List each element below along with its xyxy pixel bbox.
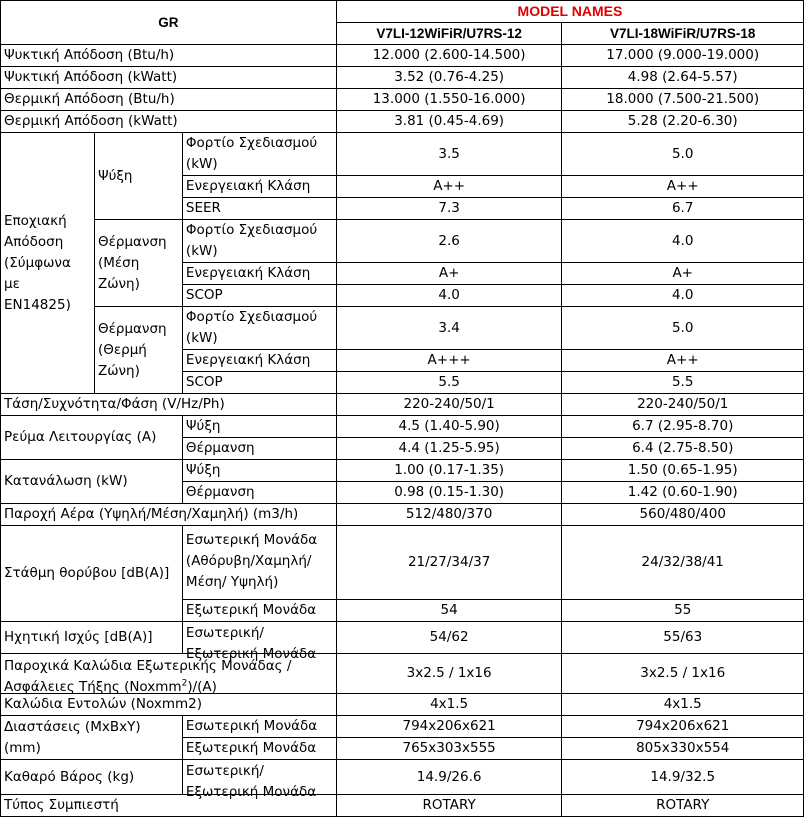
row-label: Διαστάσεις (ΜxΒxΥ) (mm) [1, 716, 183, 760]
value-model-1: 3.81 (0.45-4.69) [336, 111, 562, 133]
value-model-1: 5.5 [336, 372, 562, 394]
noise-indoor-label: Εσωτερική Μονάδα (Αθόρυβη/Χαμηλή/Μέση/ Υψηλή) [185, 531, 318, 590]
value-model-2: A++ [562, 176, 804, 198]
row-label: Παροχή Αέρα (Υψηλή/Μέση/Χαμηλή) (m3/h) [1, 504, 337, 526]
row-label: Στάθμη θορύβου [dB(A)] [1, 526, 183, 622]
energy-class-label: Ενεργειακή Κλάση [182, 263, 336, 285]
table-row [1, 45, 804, 67]
value-model-2: 5.5 [562, 372, 804, 394]
row-label: Καλώδια Εντολών (Noxmm2) [1, 694, 337, 716]
supply-cables-label-text: Παροχικά Καλώδια Εξωτερικής Μονάδας / Ασφάλειες Τήξης (Noxmm [4, 657, 292, 695]
scop-label: SCOP [182, 372, 336, 394]
value-model-1: 13.000 (1.550-16.000) [336, 89, 562, 111]
design-load-label: Φορτίο Σχεδιασμού (kW) [182, 133, 336, 176]
header-gr: GR [1, 1, 337, 45]
table-row [1, 622, 804, 654]
value-model-2: 18.000 (7.500-21.500) [562, 89, 804, 111]
weight-sub-label: Εσωτερική/Εξωτερική Μονάδα [185, 762, 317, 800]
row-label: Κατανάλωση (kW) [1, 460, 183, 504]
table-row [1, 526, 804, 600]
value-model-2: 4x1.5 [562, 694, 804, 716]
value-model-1: 54 [336, 600, 562, 622]
sub-label: Θέρμανση [182, 438, 336, 460]
row-label: Θερμική Απόδοση (Btu/h) [1, 89, 337, 111]
value-model-2: 55 [562, 600, 804, 622]
table-row [1, 716, 804, 738]
row-label: Τάση/Συχνότητα/Φάση (V/Hz/Ph) [1, 394, 337, 416]
value-model-1: 7.3 [336, 198, 562, 220]
supply-cables-superscript: 2 [181, 678, 188, 688]
row-label: Θερμική Απόδοση (kWatt) [1, 111, 337, 133]
value-model-2: 5.28 (2.20-6.30) [562, 111, 804, 133]
seasonal-cooling-label: Ψύξη [94, 133, 182, 220]
row-label [1, 654, 337, 694]
value-model-1: 4x1.5 [336, 694, 562, 716]
table-row [1, 220, 804, 263]
value-model-2: 805x330x554 [562, 738, 804, 760]
value-model-1: 0.98 (0.15-1.30) [336, 482, 562, 504]
value-model-2: 17.000 (9.000-19.000) [562, 45, 804, 67]
table-row [1, 67, 804, 89]
sub-label [182, 526, 336, 600]
value-model-1: 794x206x621 [336, 716, 562, 738]
value-model-1: 3.5 [336, 133, 562, 176]
header-model-2: V7LI-18WiFiR/U7RS-18 [562, 23, 804, 45]
value-model-1: ROTARY [336, 795, 562, 817]
sub-label: Ψύξη [182, 460, 336, 482]
value-model-1: 3x2.5 / 1x16 [336, 654, 562, 694]
value-model-2: 6.7 [562, 198, 804, 220]
sub-label: Εξωτερική Μονάδα [182, 738, 336, 760]
energy-class-label: Ενεργειακή Κλάση [182, 176, 336, 198]
table-row [1, 504, 804, 526]
sound-power-sub-label: Εσωτερική/Εξωτερική Μονάδα [185, 624, 317, 662]
value-model-2: 560/480/400 [562, 504, 804, 526]
value-model-2: ROTARY [562, 795, 804, 817]
row-label: Ηχητική Ισχύς [dB(A)] [1, 622, 183, 654]
table-row [1, 133, 804, 176]
value-model-2: 4.98 (2.64-5.57) [562, 67, 804, 89]
row-label: Τύπος Συμπιεστή [1, 795, 337, 817]
value-model-1: 4.5 (1.40-5.90) [336, 416, 562, 438]
table-row [1, 111, 804, 133]
row-label: Ψυκτική Απόδοση (kWatt) [1, 67, 337, 89]
value-model-1: 3.4 [336, 307, 562, 350]
row-label: Ρεύμα Λειτουργίας (A) [1, 416, 183, 460]
value-model-1: 1.00 (0.17-1.35) [336, 460, 562, 482]
scop-label: SCOP [182, 285, 336, 307]
value-model-1: 220-240/50/1 [336, 394, 562, 416]
value-model-2: 5.0 [562, 133, 804, 176]
value-model-1: 3.52 (0.76-4.25) [336, 67, 562, 89]
row-label: Ψυκτική Απόδοση (Btu/h) [1, 45, 337, 67]
seasonal-heating-avg-label: Θέρμανση (Μέση Ζώνη) [94, 220, 182, 307]
seasonal-heating-warm-label: Θέρμανση (Θερμή Ζώνη) [94, 307, 182, 394]
value-model-1: 12.000 (2.600-14.500) [336, 45, 562, 67]
value-model-1: 512/480/370 [336, 504, 562, 526]
design-load-label: Φορτίο Σχεδιασμού (kW) [182, 307, 336, 350]
value-model-1: 54/62 [336, 622, 562, 654]
value-model-1: A+++ [336, 350, 562, 372]
design-load-label: Φορτίο Σχεδιασμού (kW) [182, 220, 336, 263]
table-row [1, 307, 804, 350]
seer-label: SEER [182, 198, 336, 220]
value-model-2: 55/63 [562, 622, 804, 654]
value-model-1: 21/27/34/37 [336, 526, 562, 600]
table-row [1, 694, 804, 716]
value-model-2: 6.4 (2.75-8.50) [562, 438, 804, 460]
value-model-1: 4.0 [336, 285, 562, 307]
table-row [1, 89, 804, 111]
value-model-2: A+ [562, 263, 804, 285]
value-model-2: A++ [562, 350, 804, 372]
table-row [1, 654, 804, 694]
value-model-2: 5.0 [562, 307, 804, 350]
value-model-2: 24/32/38/41 [562, 526, 804, 600]
supply-cables-label-unit: )/(A) [187, 678, 217, 695]
supply-cables-label [4, 656, 333, 695]
value-model-2: 14.9/32.5 [562, 760, 804, 795]
value-model-1: A+ [336, 263, 562, 285]
value-model-1: 4.4 (1.25-5.95) [336, 438, 562, 460]
table-row [1, 416, 804, 438]
value-model-2: 4.0 [562, 220, 804, 263]
header-model-names: MODEL NAMES [336, 1, 803, 23]
table-row [1, 394, 804, 416]
table-row [1, 795, 804, 817]
sub-label [182, 622, 336, 662]
value-model-2: 1.42 (0.60-1.90) [562, 482, 804, 504]
row-label: Καθαρό Βάρος (kg) [1, 760, 183, 795]
value-model-2: 6.7 (2.95-8.70) [562, 416, 804, 438]
value-model-2: 3x2.5 / 1x16 [562, 654, 804, 694]
value-model-2: 794x206x621 [562, 716, 804, 738]
sub-label: Εξωτερική Μονάδα [182, 600, 336, 622]
value-model-2: 1.50 (0.65-1.95) [562, 460, 804, 482]
sub-label: Ψύξη [182, 416, 336, 438]
sub-label [182, 760, 336, 800]
value-model-2: 4.0 [562, 285, 804, 307]
header-model-1: V7LI-12WiFiR/U7RS-12 [336, 23, 562, 45]
value-model-1: 765x303x555 [336, 738, 562, 760]
sub-label: Θέρμανση [182, 482, 336, 504]
value-model-1: 2.6 [336, 220, 562, 263]
sub-label: Εσωτερική Μονάδα [182, 716, 336, 738]
value-model-1: A++ [336, 176, 562, 198]
value-model-1: 14.9/26.6 [336, 760, 562, 795]
seasonal-label: Εποχιακή Απόδοση (Σύμφωνα με EN14825) [1, 133, 95, 394]
table-row [1, 460, 804, 482]
value-model-2: 220-240/50/1 [562, 394, 804, 416]
energy-class-label: Ενεργειακή Κλάση [182, 350, 336, 372]
table-row [1, 760, 804, 795]
